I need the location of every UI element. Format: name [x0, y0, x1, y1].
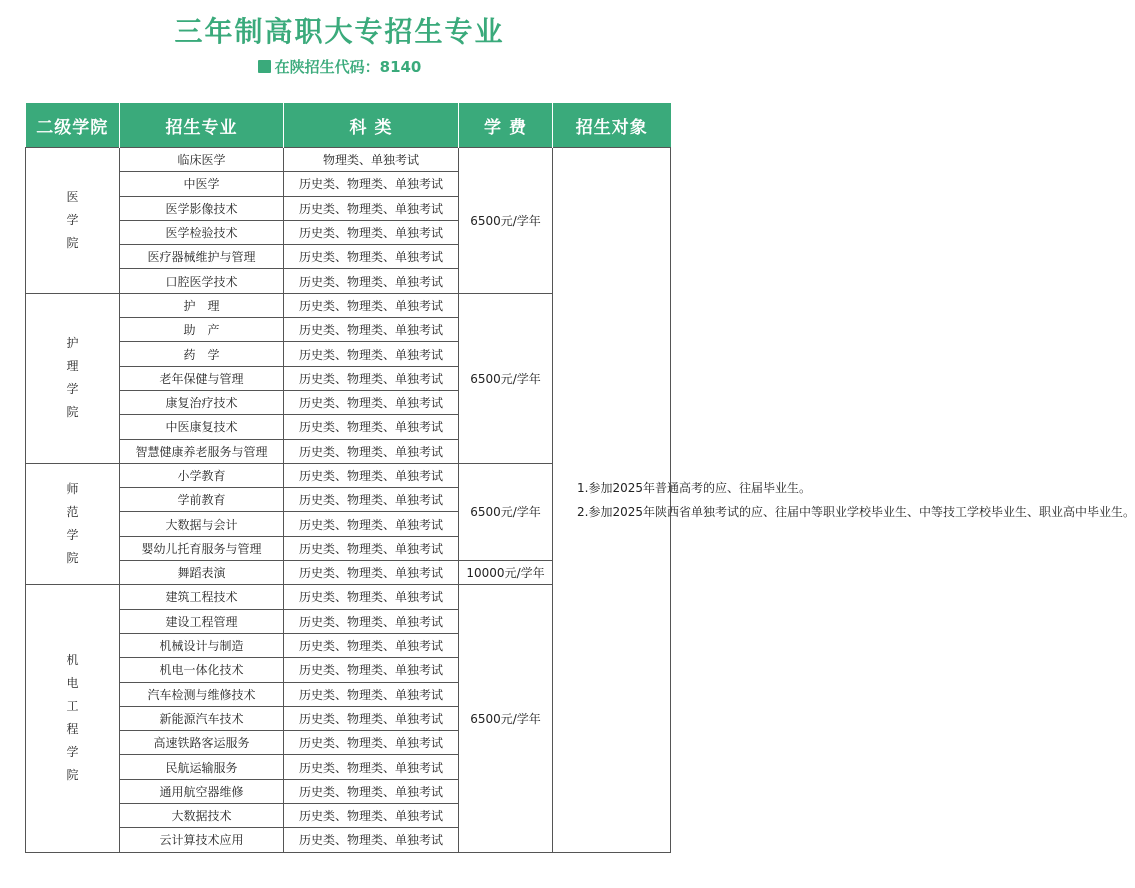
- college-name-text: 师范学院: [66, 482, 79, 566]
- major-name: 口腔医学技术: [120, 269, 284, 293]
- major-name: 婴幼儿托育服务与管理: [120, 536, 284, 560]
- target-paragraph: 2.参加2025年陕西省单独考试的应、往届中等职业学校毕业生、中等技工学校毕业生、职业高中毕业生。: [577, 504, 1135, 519]
- target-paragraph: 1.参加2025年普通高考的应、往届毕业生。: [577, 480, 811, 495]
- header-major: 招生专业: [120, 103, 284, 148]
- major-category: 历史类、物理类、单独考试: [284, 682, 459, 706]
- major-name: 医疗器械维护与管理: [120, 245, 284, 269]
- college-name: [26, 585, 120, 852]
- major-name: 通用航空器维修: [120, 779, 284, 803]
- major-name: 护 理: [120, 293, 284, 317]
- admission-code-text: 在陕招生代码：8140: [274, 58, 422, 76]
- major-name: 建筑工程技术: [120, 585, 284, 609]
- college-name: [26, 463, 120, 584]
- major-category: 历史类、物理类、单独考试: [284, 779, 459, 803]
- major-name: 大数据与会计: [120, 512, 284, 536]
- tuition-fee: 6500元/学年: [459, 293, 553, 463]
- major-category: 历史类、物理类、单独考试: [284, 269, 459, 293]
- major-name: 临床医学: [120, 148, 284, 172]
- major-category: 历史类、物理类、单独考试: [284, 585, 459, 609]
- major-name: 助 产: [120, 318, 284, 342]
- major-name: 新能源汽车技术: [120, 706, 284, 730]
- major-name: 机械设计与制造: [120, 633, 284, 657]
- major-category: 历史类、物理类、单独考试: [284, 609, 459, 633]
- major-category: 历史类、物理类、单独考试: [284, 342, 459, 366]
- major-name: 高速铁路客运服务: [120, 731, 284, 755]
- major-name: 汽车检测与维修技术: [120, 682, 284, 706]
- major-category: 历史类、物理类、单独考试: [284, 439, 459, 463]
- major-category: 历史类、物理类、单独考试: [284, 196, 459, 220]
- table-row: [26, 148, 671, 172]
- major-name: 机电一体化技术: [120, 658, 284, 682]
- major-name: 老年保健与管理: [120, 366, 284, 390]
- major-name: 药 学: [120, 342, 284, 366]
- major-name: 康复治疗技术: [120, 390, 284, 414]
- page-title: 三年制高职大专招生专业: [174, 15, 505, 48]
- major-category: 历史类、物理类、单独考试: [284, 245, 459, 269]
- header-target: 招生对象: [553, 103, 671, 148]
- major-category: 历史类、物理类、单独考试: [284, 318, 459, 342]
- major-table: [25, 103, 1135, 853]
- major-name: 医学影像技术: [120, 196, 284, 220]
- tuition-fee: 6500元/学年: [459, 463, 553, 560]
- major-name: 民航运输服务: [120, 755, 284, 779]
- tuition-fee: 6500元/学年: [459, 148, 553, 294]
- major-category: 历史类、物理类、单独考试: [284, 828, 459, 852]
- major-category: 历史类、物理类、单独考试: [284, 512, 459, 536]
- college-name-text: 护理学院: [66, 336, 79, 420]
- major-name: 舞蹈表演: [120, 561, 284, 585]
- college-name-text: 医学院: [66, 189, 79, 250]
- major-category: 物理类、单独考试: [284, 148, 459, 172]
- major-name: 中医学: [120, 172, 284, 196]
- header-college: 二级学院: [26, 103, 120, 148]
- admission-code: [0, 56, 679, 77]
- square-icon: [258, 60, 271, 73]
- header-category: 科 类: [284, 103, 459, 148]
- tuition-fee: 6500元/学年: [459, 585, 553, 852]
- major-name: 大数据技术: [120, 804, 284, 828]
- header-fee: 学 费: [459, 103, 553, 148]
- major-category: 历史类、物理类、单独考试: [284, 488, 459, 512]
- major-name: 智慧健康养老服务与管理: [120, 439, 284, 463]
- major-name: 学前教育: [120, 488, 284, 512]
- major-category: 历史类、物理类、单独考试: [284, 366, 459, 390]
- major-name: 医学检验技术: [120, 220, 284, 244]
- major-category: 历史类、物理类、单独考试: [284, 536, 459, 560]
- table-body: [26, 148, 1135, 853]
- major-name: 中医康复技术: [120, 415, 284, 439]
- table-header: [26, 103, 671, 148]
- major-category: 历史类、物理类、单独考试: [284, 658, 459, 682]
- tuition-fee-special: 10000元/学年: [459, 561, 553, 585]
- college-name: [26, 293, 120, 463]
- major-category: 历史类、物理类、单独考试: [284, 293, 459, 317]
- admission-target: [553, 148, 1135, 853]
- major-name: 云计算技术应用: [120, 828, 284, 852]
- major-category: 历史类、物理类、单独考试: [284, 220, 459, 244]
- major-category: 历史类、物理类、单独考试: [284, 633, 459, 657]
- college-name-text: 机电工程学院: [66, 653, 79, 783]
- major-category: 历史类、物理类、单独考试: [284, 463, 459, 487]
- major-category: 历史类、物理类、单独考试: [284, 731, 459, 755]
- major-category: 历史类、物理类、单独考试: [284, 755, 459, 779]
- major-category: 历史类、物理类、单独考试: [284, 172, 459, 196]
- major-category: 历史类、物理类、单独考试: [284, 561, 459, 585]
- major-name: 建设工程管理: [120, 609, 284, 633]
- college-name: [26, 148, 120, 294]
- major-category: 历史类、物理类、单独考试: [284, 415, 459, 439]
- major-category: 历史类、物理类、单独考试: [284, 706, 459, 730]
- major-category: 历史类、物理类、单独考试: [284, 390, 459, 414]
- major-category: 历史类、物理类、单独考试: [284, 804, 459, 828]
- major-name: 小学教育: [120, 463, 284, 487]
